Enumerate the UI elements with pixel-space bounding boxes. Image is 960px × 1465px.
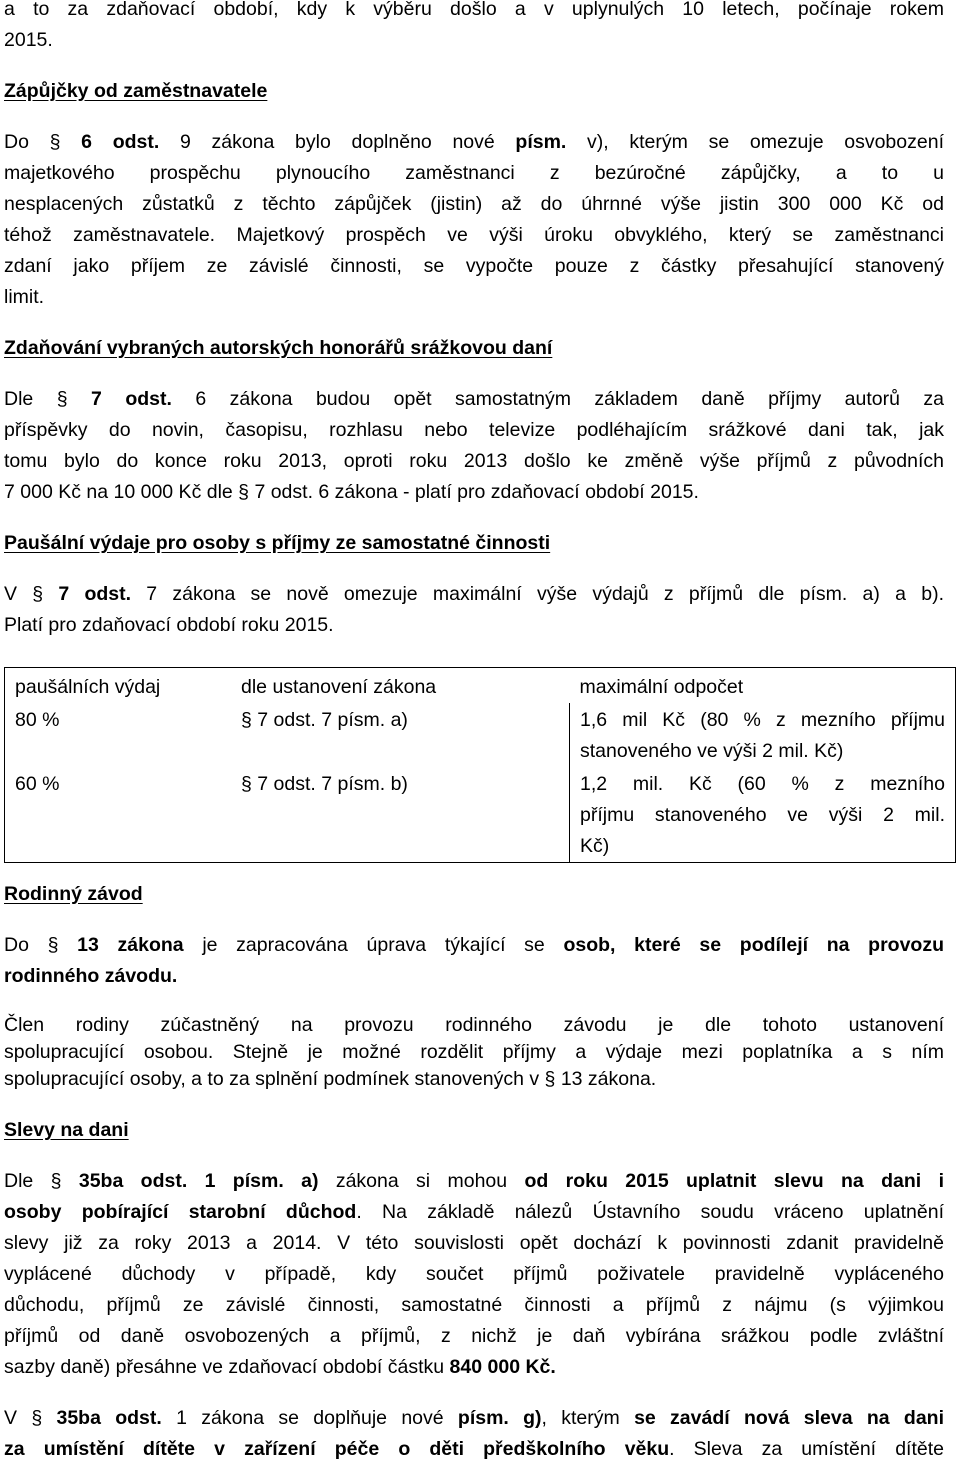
paragraph-line: osoby pobírající starobní důchod. Na základě nálezů Ústavního soudu vráceno uplatnění: [4, 1201, 945, 1223]
paragraph-line: V § 35ba odst. 1 zákona se doplňuje nové písm. g), kterým se zavádí nová sleva na dani: [4, 1407, 944, 1429]
section-symbol-icon: §: [47, 934, 59, 956]
paragraph-line: a to za zdaňovací období, kdy k výběru došlo a v uplynulých 10 letech, počínaje rokem: [4, 0, 944, 20]
table-header-cell: paušálních výdaj: [15, 676, 161, 698]
section-symbol-icon: §: [241, 709, 252, 731]
table-row: [5, 703, 956, 767]
table-cell: 80 %: [15, 709, 60, 731]
paragraph-line: majetkového prospěchu plynoucího zaměstnanci z bezúročné zápůjčky, a to u: [4, 162, 944, 184]
paragraph-line: sazby daně) přesáhne ve zdaňovací období částku 840 000 Kč.: [4, 1356, 556, 1378]
paragraph-line: tomu bylo do konce roku 2013, oproti roku 2013 došlo ke změně výše příjmů z původních: [4, 450, 944, 472]
paragraph-line: Člen rodiny zúčastněný na provozu rodinného závodu je dle tohoto ustanovení: [4, 1014, 944, 1036]
table-row: [5, 767, 956, 863]
paragraph-line: vyplácené důchody v případě, kdy součet příjmů poživatele pravidelně vypláceného: [4, 1263, 944, 1285]
paragraph-line: slevy již za roky 2013 a 2014. V této souvislosti opět dochází k povinnosti zdanit pravidelně: [4, 1232, 944, 1254]
section-symbol-icon: §: [32, 583, 44, 605]
section-symbol-icon: §: [50, 1170, 62, 1192]
table-cell: 1,2 mil. Kč (60 % z mezního příjmu stanoveného ve výši 2 mil. Kč): [570, 767, 956, 863]
paragraph-line: nesplacených zůstatků z těchto zápůjček (jistin) až do úhrnné výše jistin 300 000 Kč od: [4, 193, 944, 215]
table-cell: 60 %: [15, 773, 60, 795]
section-symbol-icon: §: [544, 1068, 556, 1090]
section-heading-tax-credits: Slevy na dani: [4, 1119, 129, 1141]
paragraph-line: za umístění dítěte v zařízení péče o děti předškolního věku. Sleva za umístění dítěte: [4, 1438, 944, 1460]
paragraph-line: Dle § 35ba odst. 1 písm. a) zákona si mohou od roku 2015 uplatnit slevu na dani i: [4, 1170, 944, 1192]
paragraph-line: téhož zaměstnavatele. Majetkový prospěch ve výši úroku obvyklého, který se zaměstnanci: [4, 224, 944, 246]
table-cell: § 7 odst. 7 písm. b): [241, 773, 408, 795]
table-header-cell: maximální odpočet: [579, 676, 744, 698]
section-symbol-icon: §: [31, 1407, 43, 1429]
paragraph-line: příjmů od daně osvobozených a příjmů, z nichž je daň vybírána srážkou podle zvláštní: [4, 1325, 944, 1347]
paragraph-line: zdaní jako příjem ze závislé činnosti, se vypočte pouze z částky přesahující stanovený: [4, 255, 944, 277]
paragraph-line: V § 7 odst. 7 zákona se nově omezuje maximální výše výdajů z příjmů dle písm. a) a b).: [4, 583, 944, 605]
flat-expenses-table: [4, 667, 956, 863]
paragraph-line: spolupracující osoby, a to za splnění podmínek stanovených v § 13 zákona.: [4, 1068, 657, 1090]
paragraph-line: 7 000 Kč na 10 000 Kč dle § 7 odst. 6 zákona - platí pro zdaňovací období 2015.: [4, 481, 699, 503]
table-header-cell: dle ustanovení zákona: [241, 676, 437, 698]
section-symbol-icon: §: [241, 773, 252, 795]
paragraph-line: Do § 6 odst. 9 zákona bylo doplněno nové písm. v), kterým se omezuje osvobození: [4, 131, 944, 153]
table-cell: § 7 odst. 7 písm. a): [241, 709, 408, 731]
section-heading-family-business: Rodinný závod: [4, 883, 143, 905]
paragraph-line: rodinného závodu.: [4, 965, 178, 987]
paragraph-line: spolupracující osobou. Stejně je možné rozdělit příjmy a výdaje mezi poplatníka a s ním: [4, 1041, 944, 1063]
section-heading-flat-expenses: Paušální výdaje pro osoby s příjmy ze samostatné činnosti: [4, 532, 551, 554]
paragraph-line: Do § 13 zákona je zapracována úprava týkající se osob, které se podílejí na provozu: [4, 934, 944, 956]
paragraph-line: důchodu, příjmů ze závislé činnosti, samostatné činnosti a příjmů z nájmu (s výjimkou: [4, 1294, 944, 1316]
section-symbol-icon: §: [56, 388, 68, 410]
section-heading-royalties: Zdaňování vybraných autorských honorářů srážkovou daní: [4, 337, 553, 359]
paragraph-line: Dle § 7 odst. 6 zákona budou opět samostatným základem daně příjmy autorů za: [4, 388, 945, 410]
table-cell: 1,6 mil Kč (80 % z mezního příjmu stanoveného ve výši 2 mil. Kč): [570, 703, 956, 767]
paragraph-line: Platí pro zdaňovací období roku 2015.: [4, 614, 334, 636]
section-symbol-icon: §: [49, 131, 61, 153]
paragraph-line: příspěvky do novin, časopisu, rozhlasu nebo televize podléhajícím srážkové dani tak, jak: [4, 419, 944, 441]
paragraph-line: limit.: [4, 286, 45, 308]
section-symbol-icon: §: [238, 481, 250, 503]
section-heading-loans: Zápůjčky od zaměstnavatele: [4, 80, 268, 102]
paragraph-line: 2015.: [4, 29, 53, 51]
table-header-row: [5, 668, 956, 704]
